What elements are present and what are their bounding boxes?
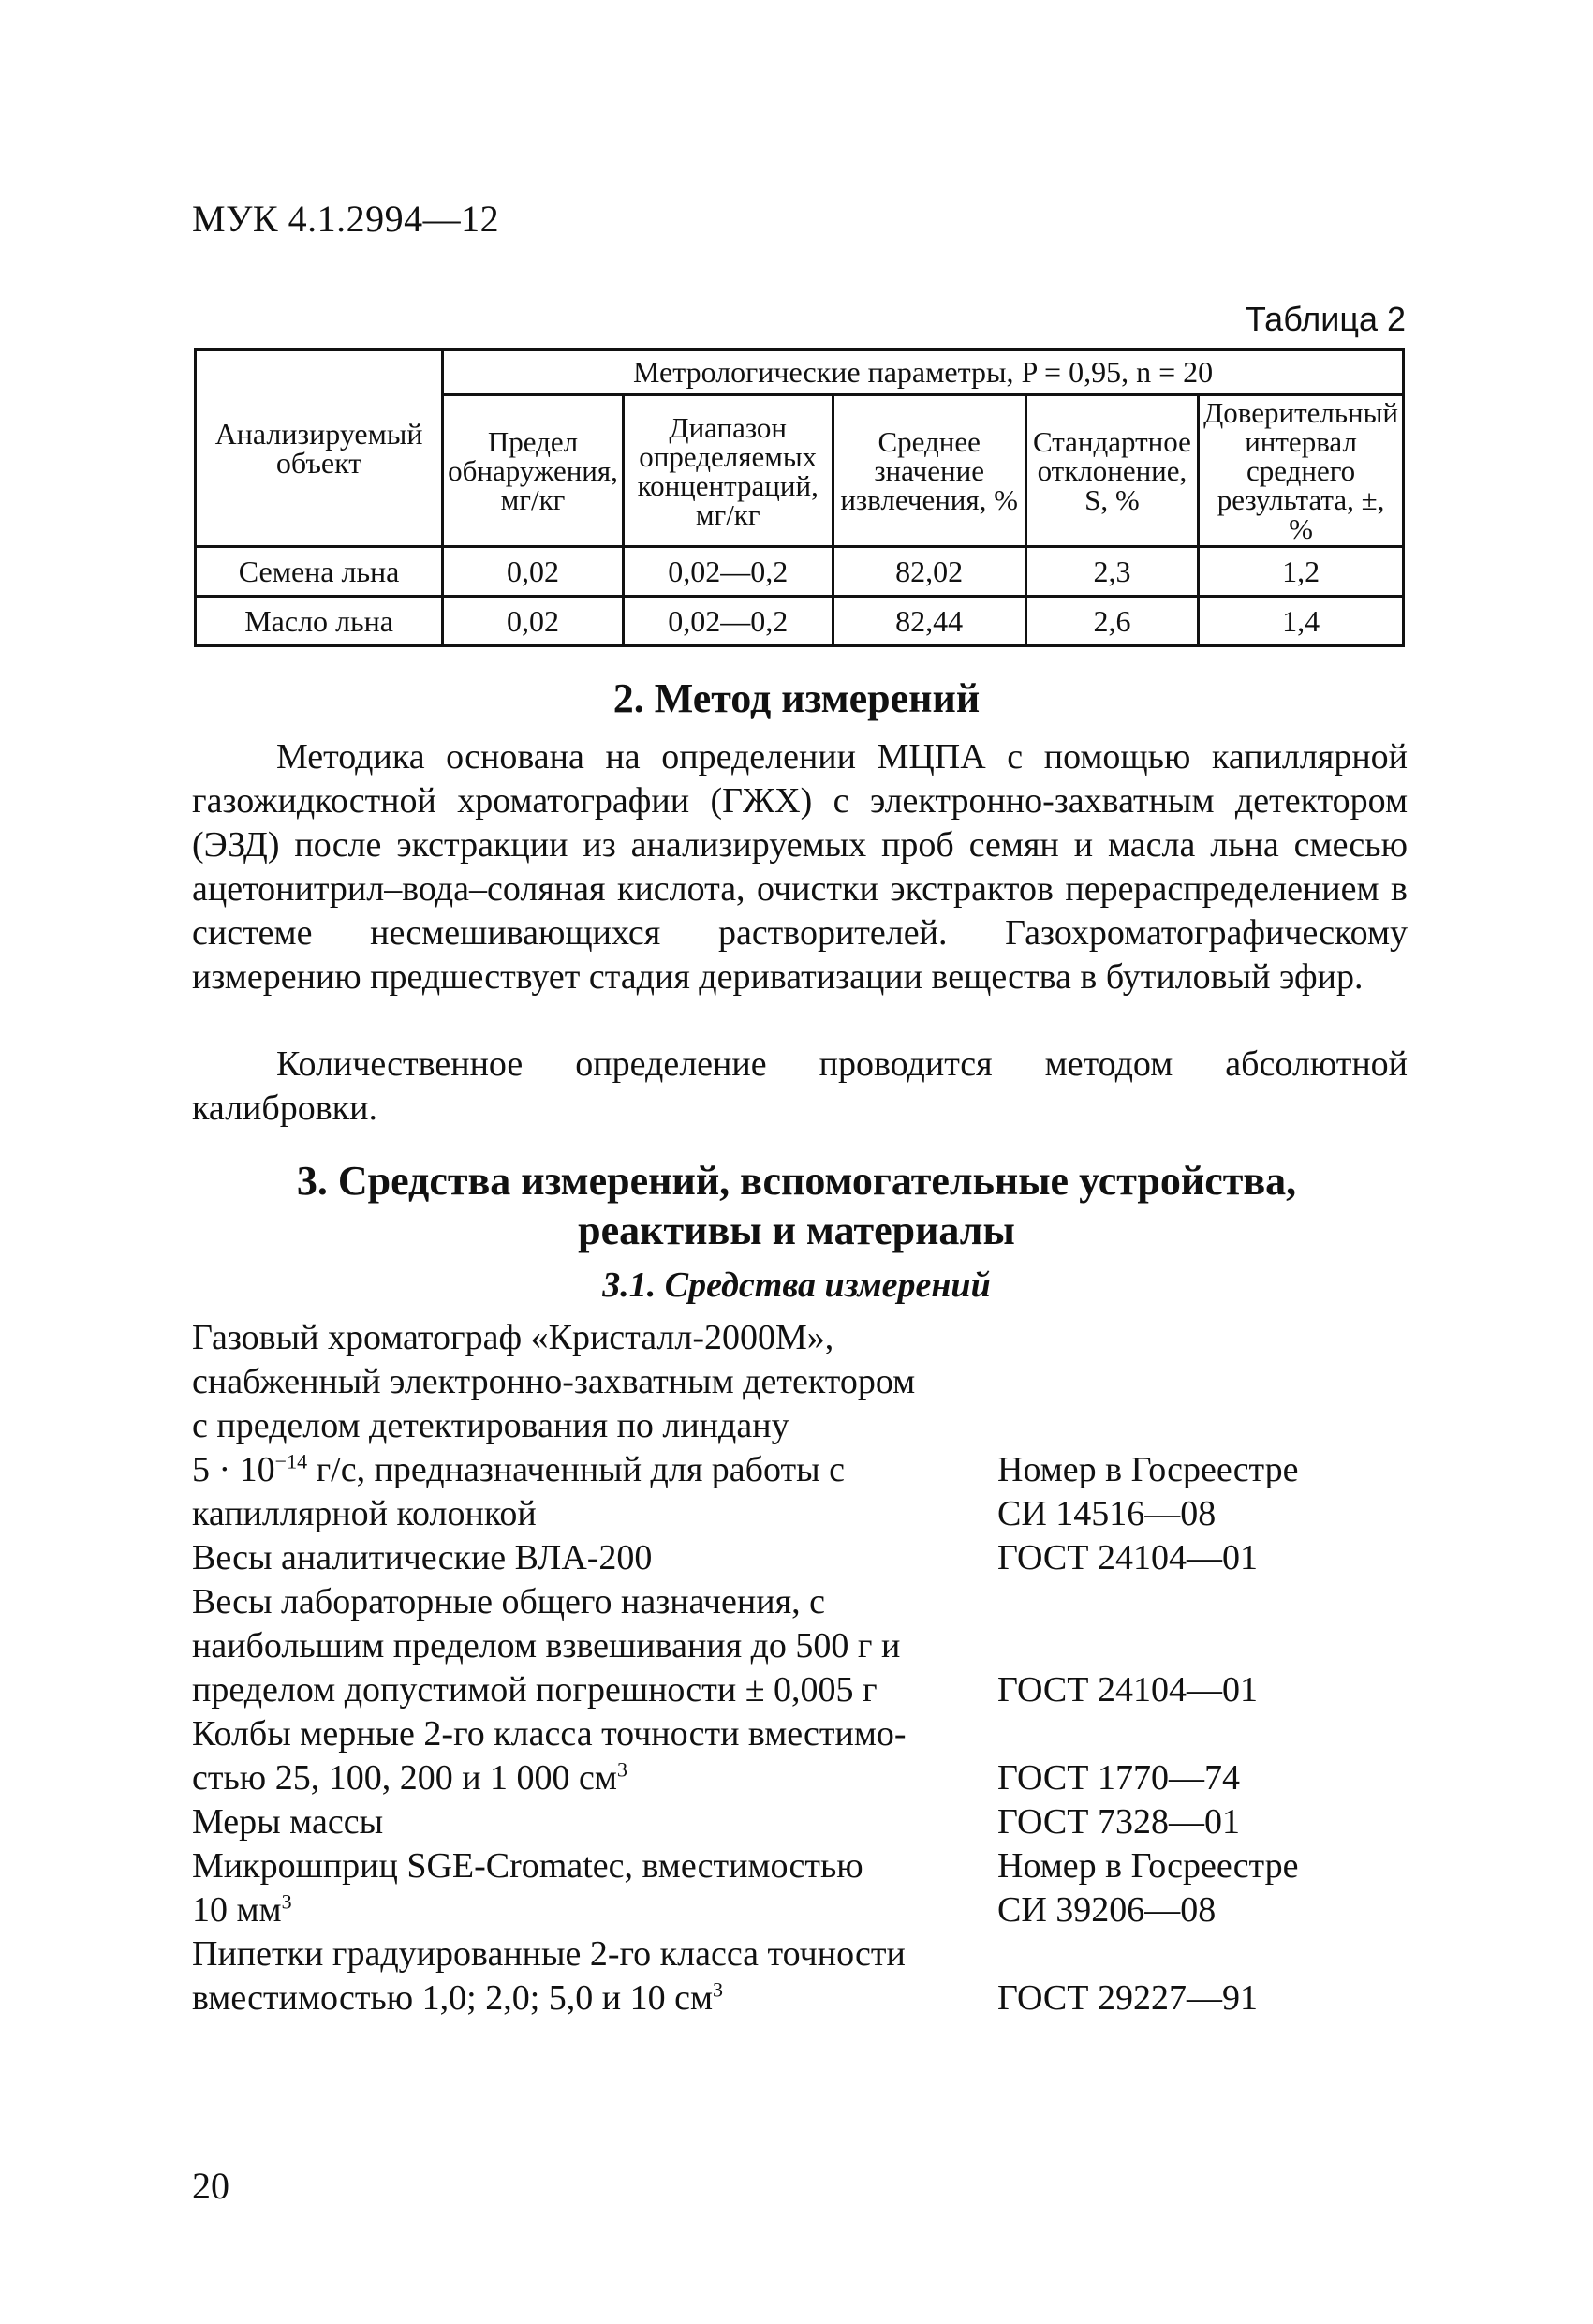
- table-header-cell: Стандартное отклонение, S, %: [1025, 395, 1198, 547]
- table-cell: 2,3: [1025, 547, 1198, 597]
- section-2-paragraph-1: Методика основана на определении МЦПА с помощью капиллярной газожидкостной хроматографии (ГЖХ) с электронно-захватным детектором (ЭЗД) после экстракции из анализируемых проб семян и масла льна смесью ацетонитрил–вода–соляная кислота, очистки экстрактов перераспределением в системе несмешивающихся растворителей. Газохроматографическому измерению предшествует стадия дериватизации вещества в бутиловый эфир.: [192, 737, 1408, 997]
- table-header-cell: Доверительный интервал среднего результата, ±, %: [1199, 395, 1404, 547]
- item-text: Пипетки градуированные 2-го класса точности: [192, 1934, 906, 1974]
- item-text: Колбы мерные 2-го класса точности вместимо-: [192, 1714, 907, 1754]
- table-row: [196, 597, 1404, 646]
- item-reference: Номер в Госреестре: [997, 1846, 1299, 1886]
- page-number: 20: [192, 2165, 229, 2207]
- item-text: Весы лабораторные общего назначения, с: [192, 1582, 825, 1621]
- list-item: [192, 1844, 1409, 1932]
- section-2-paragraph-2: Количественное определение проводится методом абсолютной калибровки.: [192, 1044, 1408, 1128]
- item-text: наибольшим пределом взвешивания до 500 г и: [192, 1626, 901, 1665]
- table-header-object: Анализируемый объект: [196, 350, 443, 547]
- table-cell-object: Масло льна: [196, 597, 443, 646]
- document-code: МУК 4.1.2994—12: [192, 198, 500, 240]
- table-cell: 1,2: [1199, 547, 1404, 597]
- item-text: снабженный электронно-захватным детектором: [192, 1362, 916, 1401]
- item-text: Весы аналитические ВЛА-200: [192, 1538, 653, 1577]
- item-text: пределом допустимой погрешности ± 0,005 г: [192, 1670, 878, 1710]
- list-item: [192, 1536, 1409, 1580]
- table-cell: 0,02—0,2: [623, 547, 833, 597]
- table-cell: 82,02: [833, 547, 1025, 597]
- item-text: капиллярной колонкой: [192, 1494, 537, 1533]
- section-3-1-subtitle: 3.1. Средства измерений: [602, 1266, 991, 1305]
- list-item: [192, 1316, 1409, 1536]
- item-reference: ГОСТ 24104—01: [997, 1538, 1258, 1577]
- item-text: $5 \cdot 10^{-14}$ г/с, предназначенный для работы с: [192, 1449, 846, 1489]
- item-text: с пределом детектирования по линдану: [192, 1406, 789, 1445]
- item-text: 10 $мм^3$: [192, 1889, 292, 1930]
- item-reference: Номер в Госреестре: [997, 1450, 1299, 1489]
- instrument-list: [192, 1316, 1409, 2021]
- list-item: [192, 1712, 1409, 1800]
- table-cell: 82,44: [833, 597, 1025, 646]
- list-item: [192, 1580, 1409, 1712]
- table-header-cell: Предел обнаружения, мг/кг: [443, 395, 624, 547]
- item-reference: ГОСТ 1770—74: [997, 1758, 1240, 1798]
- table-header-cell: Диапазон определяемых концентраций, мг/кг: [623, 395, 833, 547]
- item-reference: ГОСТ 24104—01: [997, 1670, 1258, 1710]
- item-text: стью 25, 100, 200 и 1 000 $см^3$: [192, 1757, 627, 1798]
- table-cell: 1,4: [1199, 597, 1404, 646]
- table-row: [196, 547, 1404, 597]
- table-label: Таблица 2: [1245, 300, 1406, 338]
- table-cell: 0,02: [443, 547, 624, 597]
- table-cell-object: Семена льна: [196, 547, 443, 597]
- item-text: вместимостью 1,0; 2,0; 5,0 и 10 $см^3$: [192, 1977, 724, 2018]
- section-2-title: 2. Метод измерений: [612, 675, 981, 721]
- item-text: Газовый хроматограф «Кристалл-2000М»,: [192, 1318, 834, 1357]
- table-cell: 0,02: [443, 597, 624, 646]
- item-reference: СИ 14516—08: [997, 1494, 1217, 1533]
- section-3-title-line-1: 3. Средства измерений, вспомогательные устройства,: [296, 1158, 1297, 1204]
- item-text: Микрошприц SGE-Cromatec, вместимостью: [192, 1846, 863, 1886]
- metrology-table: [194, 348, 1405, 647]
- table-group-header: Метрологические параметры, P = 0,95, n = 20: [443, 350, 1404, 395]
- section-3-title-line-2: реактивы и материалы: [578, 1207, 1015, 1253]
- item-reference: ГОСТ 29227—91: [997, 1978, 1258, 2018]
- item-text: Меры массы: [192, 1802, 384, 1842]
- table-cell: 0,02—0,2: [623, 597, 833, 646]
- list-item: [192, 1800, 1409, 1844]
- list-item: [192, 1932, 1409, 2021]
- item-reference: СИ 39206—08: [997, 1890, 1217, 1930]
- table-header-cell: Среднее значение извлечения, %: [833, 395, 1025, 547]
- item-reference: ГОСТ 7328—01: [997, 1802, 1240, 1842]
- table-cell: 2,6: [1025, 597, 1198, 646]
